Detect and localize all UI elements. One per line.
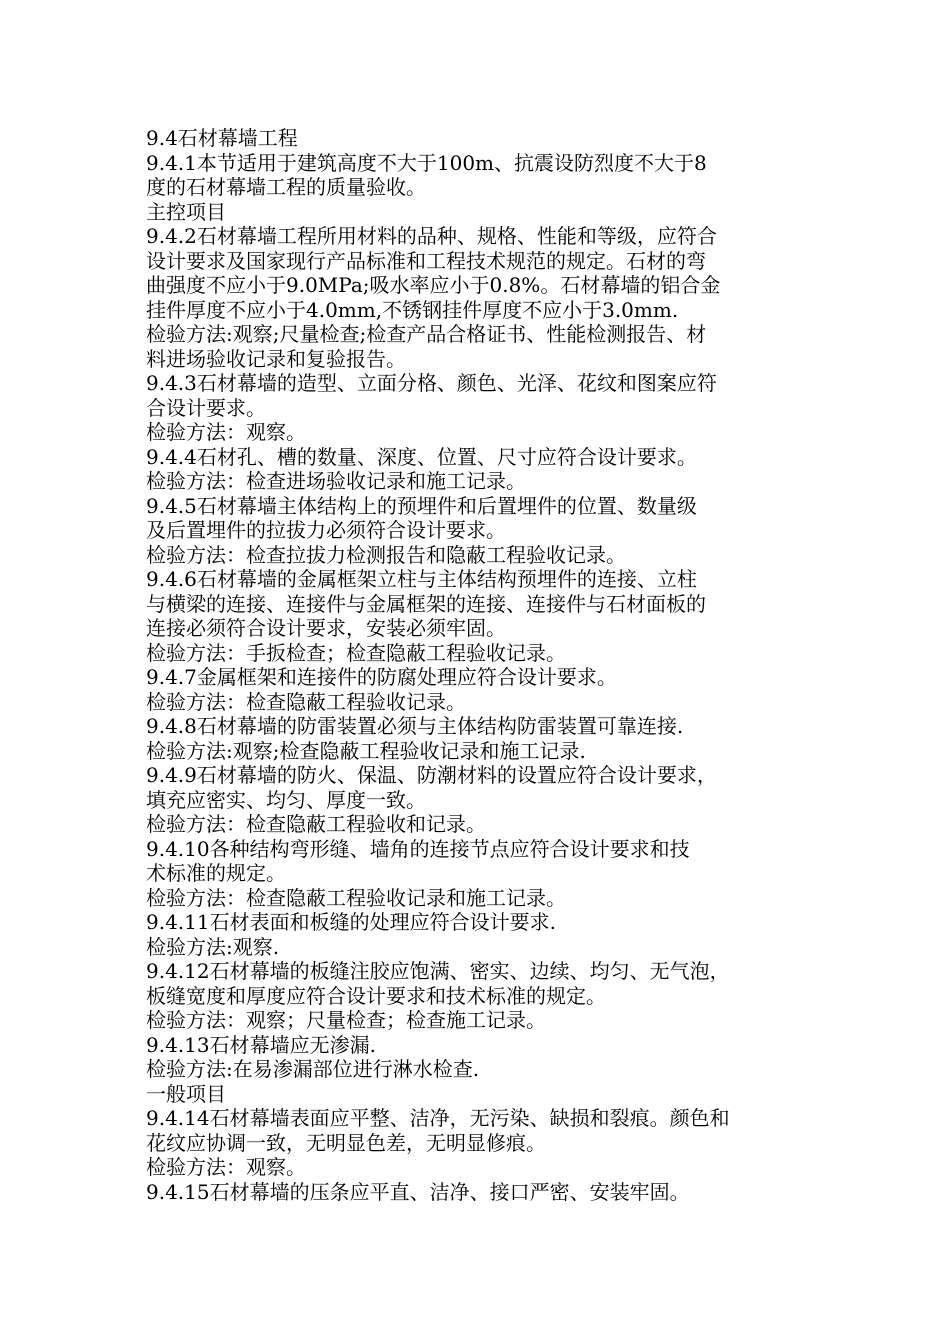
- text-line: 填充应密实、均匀、厚度一致。: [146, 787, 426, 812]
- text-line: 检验方法:观察;尺量检查;检查产品合格证书、性能检测报告、材: [146, 322, 707, 346]
- text-line: 9.4.3石材幕墙的造型、立面分格、颜色、光泽、花纹和图案应符: [146, 371, 717, 395]
- text-line: 检验方法：检查隐蔽工程验收记录和施工记录。: [146, 885, 566, 910]
- text-line: 9.4.7金属框架和连接件的防腐处理应符合设计要求。: [146, 665, 617, 689]
- document-page: [146, 126, 811, 1204]
- text-line: 及后置埋件的拉拔力必须符合设计要求。: [146, 518, 506, 542]
- text-line: 9.4石材幕墙工程: [146, 126, 298, 150]
- text-line: 检验方法:在易渗漏部位进行淋水检查.: [146, 1057, 480, 1081]
- text-line: 检验方法：观察。: [146, 1155, 306, 1179]
- text-line: 检验方法：观察；尺量检查；检查施工记录。: [146, 1008, 546, 1032]
- text-line: 检验方法：检查隐蔽工程验收记录。: [146, 689, 466, 714]
- text-line: 检验方法：观察。: [146, 420, 306, 444]
- text-line: 9.4.5石材幕墙主体结构上的预埋件和后置埋件的位置、数量级: [146, 493, 697, 518]
- text-line: 合设计要求。: [146, 395, 266, 420]
- text-line: 9.4.11石材表面和板缝的处理应符合设计要求.: [146, 910, 556, 934]
- text-line: 度的石材幕墙工程的质量验收。: [146, 175, 426, 199]
- text-line: 与横梁的连接、连接件与金属框架的连接、连接件与石材面板的: [146, 591, 706, 616]
- text-line: 术标准的规定。: [146, 861, 286, 885]
- text-line: 检验方法：检查进场验收记录和施工记录。: [146, 469, 526, 493]
- text-line: 检验方法：检查隐蔽工程验收和记录。: [146, 812, 486, 836]
- text-line: 9.4.14石材幕墙表面应平整、洁净，无污染、缺损和裂痕。颜色和: [146, 1106, 730, 1130]
- text-line: 检验方法:观察.: [146, 934, 280, 959]
- text-line: 9.4.2石材幕墙工程所用材料的品种、规格、性能和等级，应符合: [146, 224, 717, 248]
- text-line: 花纹应协调一致，无明显色差，无明显修痕。: [146, 1130, 546, 1155]
- text-line: 挂件厚度不应小于4.0mm,不锈钢挂件厚度不应小于3.0mm.: [146, 297, 679, 322]
- text-line: 9.4.6石材幕墙的金属框架立柱与主体结构预埋件的连接、立柱: [146, 567, 697, 591]
- text-line: 检验方法：检查拉拔力检测报告和隐蔽工程验收记录。: [146, 542, 626, 567]
- text-line: 板缝宽度和厚度应符合设计要求和技术标准的规定。: [146, 983, 606, 1008]
- text-line: 检验方法:观察;检查隐蔽工程验收记录和施工记录.: [146, 738, 586, 763]
- text-line: 主控项目: [146, 199, 226, 224]
- text-line: 料进场验收记录和复验报告。: [146, 346, 406, 371]
- text-line: 连接必须符合设计要求，安装必须牢固。: [146, 616, 506, 640]
- text-line: 9.4.8石材幕墙的防雷装置必须与主体结构防雷装置可靠连接.: [146, 714, 684, 738]
- text-line: 9.4.12石材幕墙的板缝注胶应饱满、密实、边续、均匀、无气泡，: [146, 959, 730, 983]
- text-line: 设计要求及国家现行产品标准和工程技术规范的规定。石材的弯: [146, 248, 706, 273]
- text-line: 9.4.13石材幕墙应无渗漏.: [146, 1032, 376, 1057]
- text-line: 9.4.1本节适用于建筑高度不大于100m、抗震设防烈度不大于8: [146, 150, 707, 175]
- text-line: 9.4.15石材幕墙的压条应平直、洁净、接口严密、安装牢固。: [146, 1179, 690, 1204]
- text-line: 检验方法：手扳检查；检查隐蔽工程验收记录。: [146, 640, 566, 665]
- text-line: 9.4.9石材幕墙的防火、保温、防潮材料的设置应符合设计要求，: [146, 763, 717, 787]
- text-line: 9.4.10各种结构弯形缝、墙角的连接节点应符合设计要求和技: [146, 836, 690, 861]
- text-line: 一般项目: [146, 1081, 226, 1106]
- text-line: 9.4.4石材孔、槽的数量、深度、位置、尺寸应符合设计要求。: [146, 444, 697, 469]
- text-line: 曲强度不应小于9.0MPa;吸水率应小于0.8%。石材幕墙的铝合金: [146, 273, 721, 297]
